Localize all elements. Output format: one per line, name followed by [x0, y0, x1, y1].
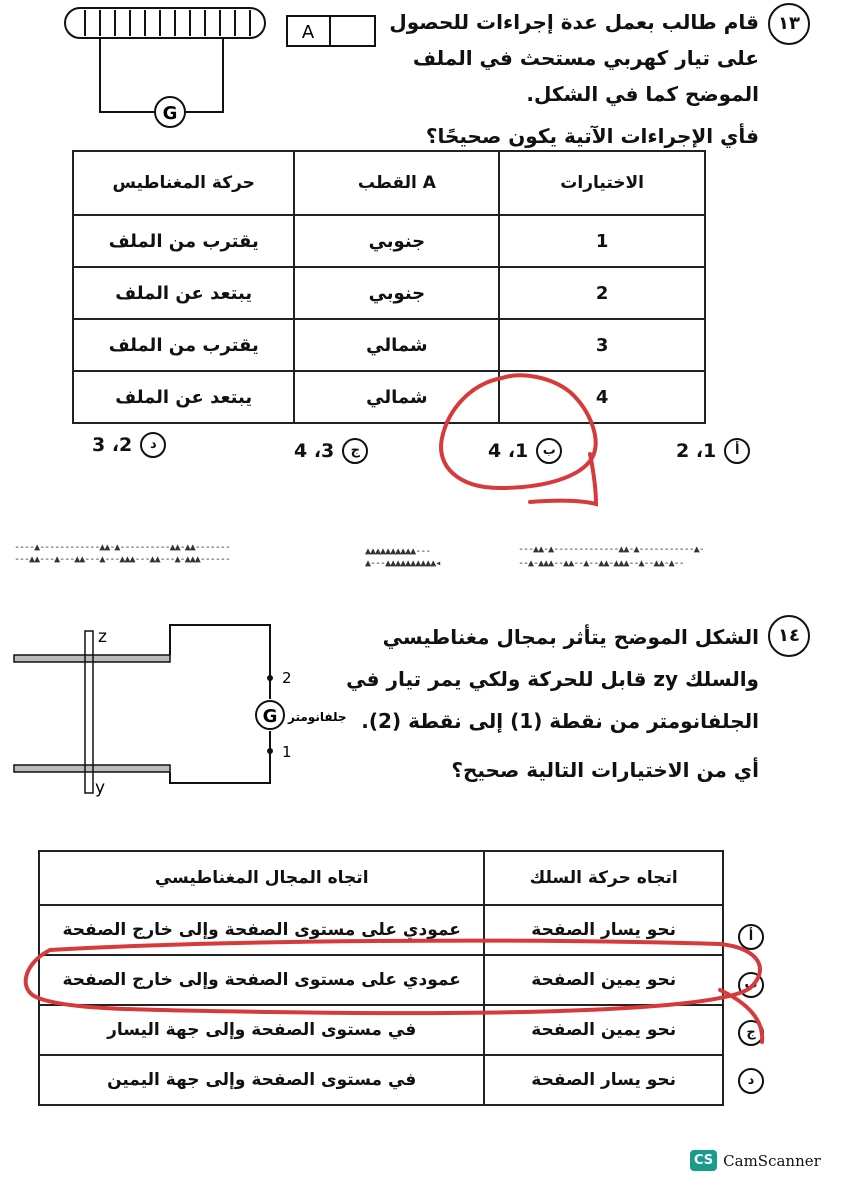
q13-option-d-label: د [140, 432, 166, 458]
q13-option-a-label: أ [724, 438, 750, 464]
separator-dashes: ---▲▲-▲-------------▲▲-▲-----------▲- [518, 544, 704, 555]
q13-cell-choice: 2 [499, 267, 705, 319]
q13-option-d[interactable] [92, 432, 166, 458]
separator-dashes: ▲▲▲▲▲▲▲▲▲▲--- [365, 546, 431, 557]
q14-option-d-label[interactable]: د [738, 1068, 764, 1094]
q13-cell-pole: شمالي [294, 371, 499, 423]
q13-option-c-text: 4 ،3 [294, 440, 335, 462]
rails [14, 655, 170, 772]
q14-cell-field: في مستوى الصفحة وإلى جهة اليمين [39, 1055, 484, 1105]
annotation-circle-q13 [430, 370, 610, 510]
q13-header-pole-a: القطب A [294, 151, 499, 215]
q14-cell-field: عمودي على مستوى الصفحة وإلى خارج الصفحة [39, 955, 484, 1005]
table-row [73, 215, 705, 267]
wire-end-y: y [95, 778, 106, 798]
pole-label-a: A [301, 22, 315, 43]
q14-cell-motion: نحو يمين الصفحة [484, 1005, 723, 1055]
q13-option-c[interactable] [294, 438, 368, 464]
table-row [73, 267, 705, 319]
camscanner-watermark [690, 1150, 821, 1171]
q13-option-a-text: 2 ،1 [676, 440, 717, 462]
table-row [73, 319, 705, 371]
q14-line-3: الجلفانومتر من نقطة (1) إلى نقطة (2). [361, 709, 759, 733]
q13-header-magnet-motion: حركة المغناطيس [73, 151, 294, 215]
q13-cell-choice: 3 [499, 319, 705, 371]
coil-galvanometer-figure [55, 0, 385, 135]
q13-cell-motion: يقترب من الملف [73, 215, 294, 267]
q13-cell-motion: يبتعد عن الملف [73, 267, 294, 319]
q13-option-b-label: ب [536, 438, 562, 464]
q13-cell-choice: 1 [499, 215, 705, 267]
q13-option-b-text: 4 ،1 [488, 440, 529, 462]
galvanometer-symbol: G [262, 706, 278, 727]
q14-header-wire-motion: اتجاه حركة السلك [484, 851, 723, 905]
separator-dashes: --▲-▲▲▲--▲▲--▲--▲▲-▲▲▲--▲--▲▲-▲-- [518, 558, 684, 569]
q13-cell-motion: يقترب من الملف [73, 319, 294, 371]
q13-table-header-row [73, 151, 705, 215]
rails-wire-figure [10, 615, 370, 805]
q14-cell-motion: نحو يسار الصفحة [484, 1055, 723, 1105]
separator-dashes: ---▲▲---▲---▲▲---▲---▲▲▲---▲▲---▲-▲▲▲------ [14, 554, 230, 565]
q14-table-header-row [39, 851, 723, 905]
q13-header-choices: الاختيارات [499, 151, 705, 215]
q13-cell-pole: جنوبي [294, 267, 499, 319]
q14-option-c-label[interactable]: ج [738, 1020, 764, 1046]
q14-option-b-label[interactable]: ب [738, 972, 764, 998]
separator-dashes: ----▲------------▲▲-▲----------▲▲-▲▲------- [14, 542, 230, 553]
q13-option-a[interactable] [676, 438, 750, 464]
q14-line-1: الشكل الموضح يتأثر بمجال مغناطيسي [382, 625, 759, 649]
question-14-number: ١٤ [768, 615, 810, 657]
q13-cell-pole: شمالي [294, 319, 499, 371]
q14-option-a-label[interactable]: أ [738, 924, 764, 950]
q13-cell-motion: يبتعد عن الملف [73, 371, 294, 423]
point-2 [267, 675, 273, 681]
magnet-box [287, 16, 375, 46]
camscanner-brand: CamScanner [723, 1151, 821, 1170]
q14-cell-motion: نحو يسار الصفحة [484, 905, 723, 955]
point-1-label: 1 [282, 743, 292, 761]
question-13-text [359, 4, 759, 112]
q13-line-1: قام طالب بعمل عدة إجراءات للحصول [389, 10, 759, 34]
q14-cell-field: عمودي على مستوى الصفحة وإلى خارج الصفحة [39, 905, 484, 955]
annotation-loop-q14 [20, 930, 780, 1060]
q13-table [72, 150, 706, 424]
q13-option-c-label: ج [342, 438, 368, 464]
point-1 [267, 748, 273, 754]
q14-header-field-direction: اتجاه المجال المغناطيسي [39, 851, 484, 905]
q13-cell-choice: 4 [499, 371, 705, 423]
question-14-text [329, 616, 759, 742]
q13-option-d-text: 3 ،2 [92, 434, 133, 456]
q13-cell-pole: جنوبي [294, 215, 499, 267]
camscanner-logo: CS [690, 1150, 717, 1171]
question-13-prompt: فأي الإجراءات الآتية يكون صحيحًا؟ [425, 124, 759, 148]
q13-line-2: على تيار كهربي مستحث في الملف [412, 46, 759, 70]
galvanometer-label: جلفانومتر [288, 710, 347, 724]
q13-line-3: الموضح كما في الشكل. [526, 82, 759, 106]
galvanometer-symbol: G [162, 103, 178, 124]
point-2-label: 2 [282, 669, 292, 687]
circuit-wire [170, 625, 284, 783]
q14-cell-motion: نحو يمين الصفحة [484, 955, 723, 1005]
q14-cell-field: في مستوى الصفحة وإلى جهة اليسار [39, 1005, 484, 1055]
table-row [73, 371, 705, 423]
question-13-number: ١٣ [768, 3, 810, 45]
separator-dashes: ▲---▲▲▲▲▲▲▲▲▲▲◂ [365, 558, 441, 569]
q14-line-2: والسلك zy قابل للحركة ولكي يمر تيار في [346, 667, 759, 691]
question-14-prompt: أي من الاختيارات التالية صحيح؟ [451, 758, 759, 782]
table-row [39, 1055, 723, 1105]
wire-end-z: z [98, 627, 107, 647]
